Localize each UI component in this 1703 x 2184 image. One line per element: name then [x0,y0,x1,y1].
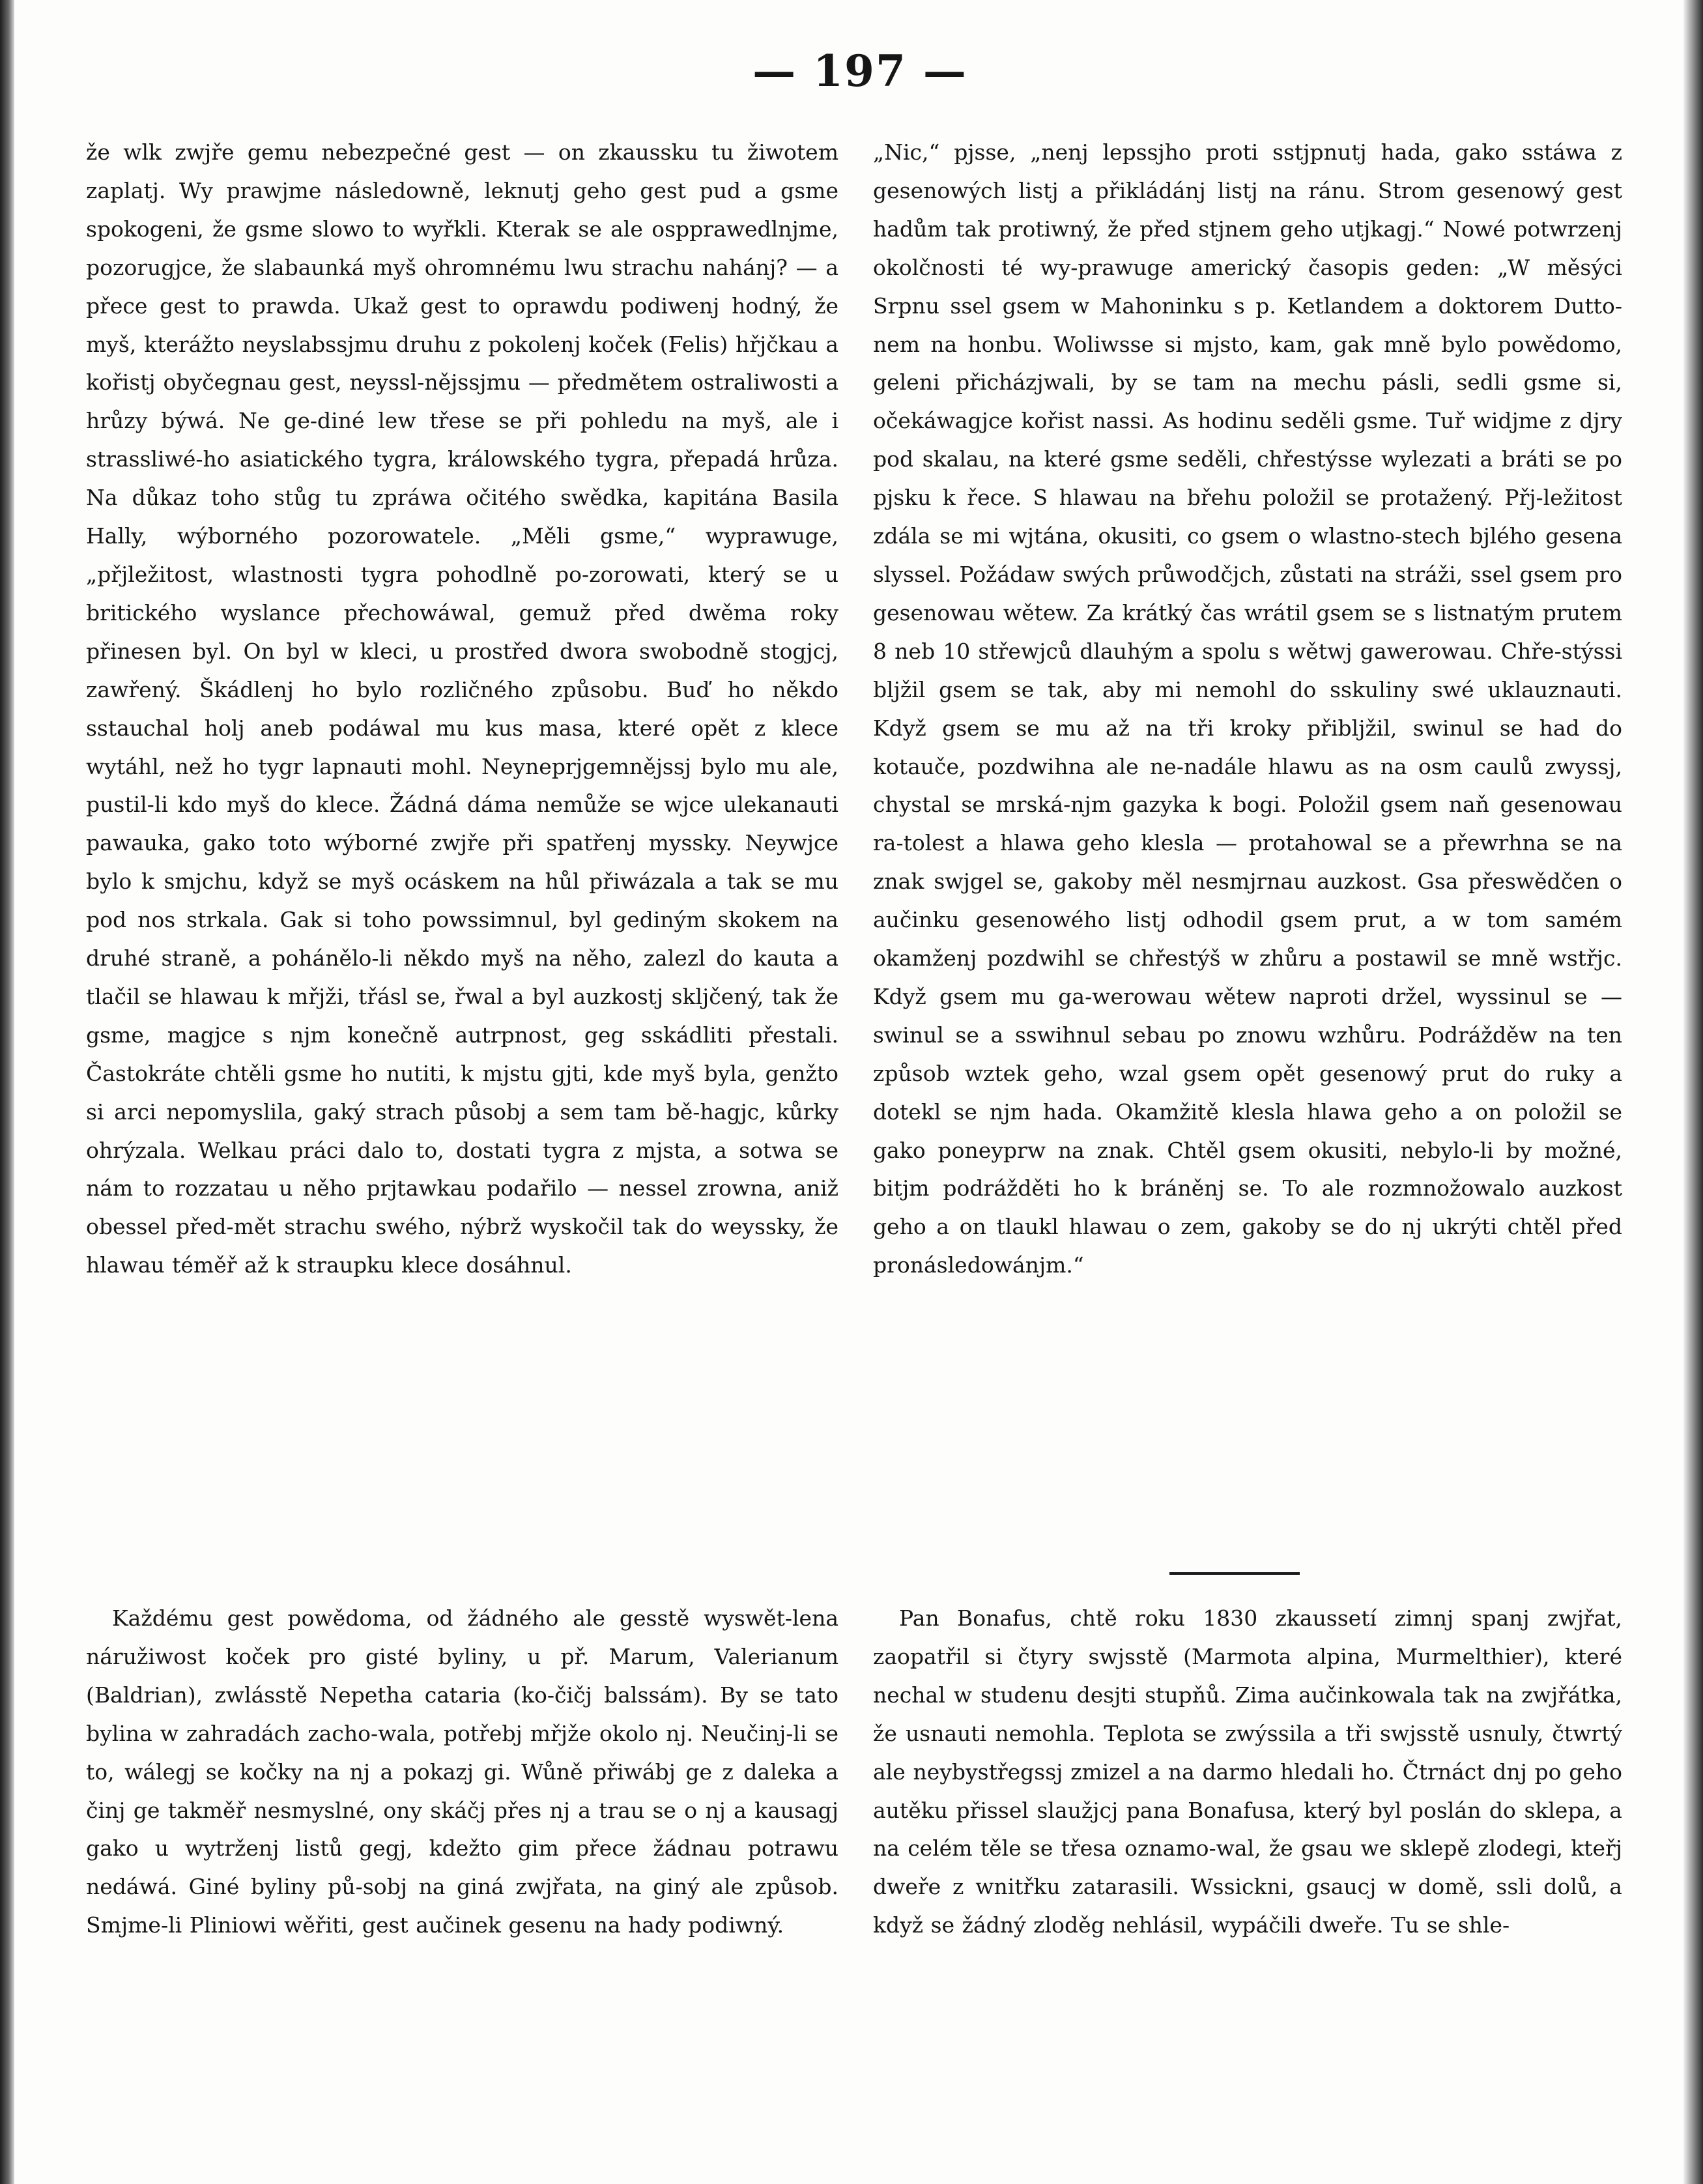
paragraph-cat-herbs: Každému gest powědoma, od žádného ale gesstě wyswět-lena náružiwost koček pro gisté byliny, u př. Marum, Valerianum (Baldrian), zwlásstě Nepetha cataria (ko-čičj balssám). By se tato bylina w zahradách zacho-wala, potřebj mřjže okolo nj. Neučinj-li se to, wálegj se kočky na nj a pokazj gi. Wůně přiwábj ge z daleka a činj ge takměř nesmyslné, ony skáčj přes nj a trau se o nj a kausagj gako u wytrženj listů gegj, kdežto gim přece žádnau potrawu nedáwá. Giné byliny pů-sobj na giná zwjřata, na giný ale způsob. Smjme-li Pliniowi wěřiti, gest aučinek gesenu na hady podiwný. [86,1605,838,1938]
paragraph-ash-snake: „Nic,“ pjsse, „nenj lepssjho proti sstjpnutj hada, gako sstáwa z gesenowých listj a přikládánj listj na ránu. Strom gesenowý gest hadům tak protiwný, že před stjnem geho utjkagj.“ Nowé potwrzenj okolčnosti té wy-prawuge americký časopis geden: „W měsýci Srpnu ssel gsem w Mahoninku s p. Ketlandem a doktorem Dutto-nem na honbu. Woliwsse si mjsto, kam, gak mně bylo powědomo, geleni přicházjwali, by se tam na mechu pásli, sedli gsme si, očekáwagjce kořist nassi. As hodinu seděli gsme. Tuř widjme z djry pod skalau, na které gsme seděli, chřestýsse wylezati a bráti se po pjsku k řece. S hlawau na břehu položil se protažený. Přj-ležitost zdála se mi wjtána, okusiti, co gsem o wlastno-stech bjlého gesena slyssel. Požádaw swých průwodčjch, zůstati na stráži, ssel gsem pro gesenowau wětew. Za krátký čas wrátil gsem se s listnatým prutem 8 neb 10 střewjců dlauhým a spolu s wětwj gawerowau. Chře-stýssi bljžil gsem se tak, aby mi nemohl do sskuliny swé uklauznauti. Když gsem se mu až na tři kroky přibljžil, swinul se had do kotauče, pozdwihna ale ne-nadále hlawu as na osm caulů zwyssj, chystal se mrská-njm gazyka k bogi. Položil gsem naň gesenowau ra-tolest a hlawa geho klesla — protahowal se a přewrhna se na znak swjgel se, gakoby měl nesmjrnau auzkost. Gsa přeswědčen o aučinku gesenowého listj odhodil gsem prut, a w tom samém okamženj pozdwihl se chřestýš w zhůru a postawil se mně wstřjc. Když gsem mu ga-werowau wětew naproti držel, wyssinul se — swinul se a sswihnul sebau po znowu wzhůru. Podrážděw na ten způsob wztek geho, wzal gsem opět gesenowý prut do ruky a dotekl se njm hada. Okamžitě klesla hlawa geho a on položil se gako poneyprw na znak. Chtěl gsem okusiti, nebylo-li by možné, bitjm podrážděti ho k bráněnj se. To ale rozmnožowalo auzkost geho a on tlaukl hlawau o zem, gakoby se do nj ukrýti chtěl před pronásledowánjm.“ [873,139,1622,1278]
page-binding-edge [0,0,14,2184]
page-number: — 197 — [752,46,967,96]
right-column-top [873,134,1622,1518]
paragraph-tiger-mouse: že wlk zwjře gemu nebezpečné gest — on zkaussku tu žiwotem zaplatj. Wy prawjme následowně, leknutj geho gest pud a gsme spokogeni, že gsme slowo to wyřkli. Kterak se ale ospprawedlnjme, pozorugjce, že slabaunká myš ohromnému lwu strachu nahánj? — a přece gest to prawda. Ukaž gest to oprawdu podiwenj hodný, že myš, kterážto neyslabssjmu druhu z pokolenj koček (Felis) hřjčkau a kořistj obyčegnau gest, neyssl-nějssjmu — předmětem ostraliwosti a hrůzy býwá. Ne ge-diné lew třese se při pohledu na myš, ale i strassliwé-ho asiatického tygra, králowského tygra, přepadá hrůza. Na důkaz toho stůg tu zpráwa očitého swědka, kapitána Basila Hally, wýborného pozorowatele. „Měli gsme,“ wyprawuge, „přjležitost, wlastnosti tygra pohodlně po-zorowati, který se u britického wyslance přechowáwal, gemuž před dwěma roky přinesen byl. On byl w kleci, u prostřed dwora swobodně stogjcj, zawřený. Škádlenj ho bylo rozličného způsobu. Buď ho někdo sstauchal holj aneb podáwal mu kus masa, které opět z klece wytáhl, než ho tygr lapnauti mohl. Neyneprjgemnějssj bylo mu ale, pustil-li kdo myš do klece. Žádná dáma nemůže se wjce ulekanauti pawauka, gako toto wýborné zwjře při spatřenj myssky. Neywjce bylo k smjchu, když se myš ocáskem na hůl přiwázala a tak se mu pod nos strkala. Gak si toho powssimnul, byl gediným skokem na druhé straně, a pohánělo-li někdo myš na něho, zalezl do kauta a tlačil se hlawau k mřjži, třásl se, řwal a byl auzkostj skljčený, tak že gsme, magjce s njm konečně autrpnost, geg sskádliti přestali. Častokráte chtěli gsme ho nutiti, k mjstu gjti, kde myš byla, genžto si arci nepomyslila, gaký strach působj a sem tam bě-hagjc, kůrky ohrýzala. Welkau práci dalo to, dostati tygra z mjsta, a sotwa se nám to rozzatau u něho prjtawkau podařilo — nessel zrowna, aniž obessel před-mět strachu swého, nýbrž wyskočil tak do weyssky, že hlawau téměř až k straupku klece dosáhnul. [86,139,838,1278]
left-column-bottom [86,1600,838,2069]
right-column-bottom [873,1600,1622,2069]
paragraph-marmots: Pan Bonafus, chtě roku 1830 zkaussetí zimnj spanj zwjřat, zaopatřil si čtyry swjsstě (Marmota alpina, Murmelthier), které nechal w studenu desjti stupňů. Zima aučinkowala tak na zwjřátka, že usnauti nemohla. Teplota se zwýssila a tři swjsstě usnuly, čtwrtý ale neybystřegssj zmizel a na darmo hledali ho. Čtrnáct dnj po geho autěku přissel slaužjcj pana Bonafusa, který byl poslán do sklepa, a na celém těle se třesa oznamo-wal, že gsau we sklepě zlodegi, kteřj dweře z wnitřku zatarasili. Wssickni, gsaucj w domě, ssli dolů, a když se žádný zloděg nehlásil, wypáčili dweře. Tu se shle- [873,1605,1622,1938]
page-edge-shadow [1683,0,1703,2184]
left-column-top [86,134,838,1554]
section-divider [1169,1572,1300,1575]
